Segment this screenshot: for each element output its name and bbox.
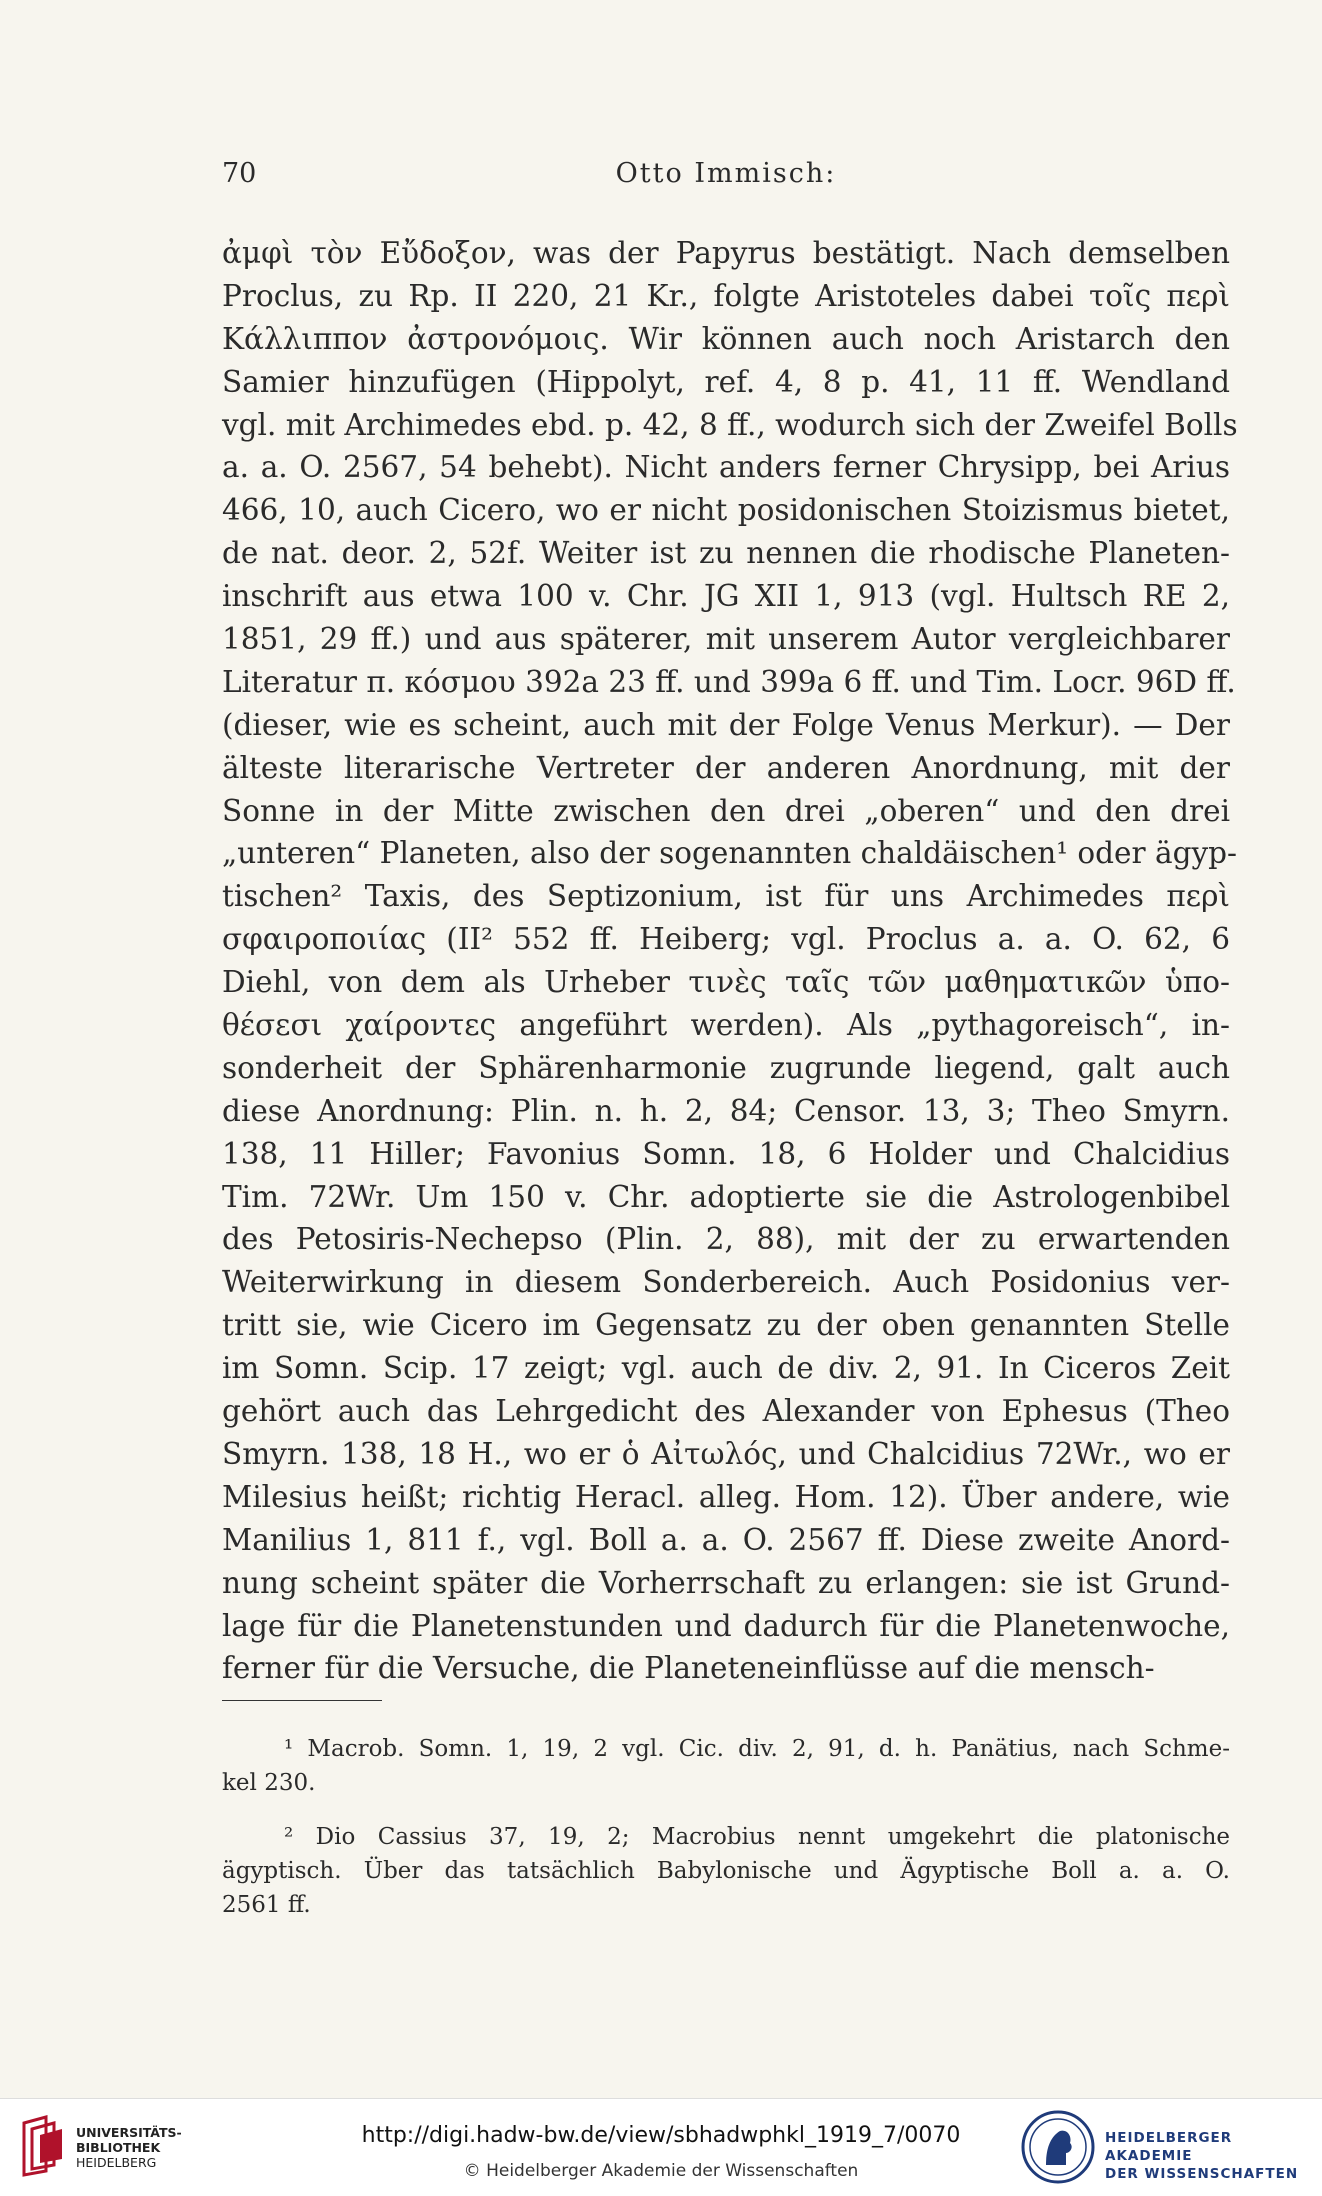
text-line: älteste literarische Vertreter der anderen Anordnung, mit der <box>222 750 1230 785</box>
text-line: vgl. mit Archimedes ebd. p. 42, 8 ff., wodurch sich der Zweifel Bolls <box>222 407 1238 442</box>
text-line: inschrift aus etwa 100 v. Chr. JG XII 1, 913 (vgl. Hultsch RE 2, <box>222 579 1230 614</box>
copyright-notice: © Heidelberger Akademie der Wissenschaften <box>463 2161 859 2181</box>
footnote-line: kel 230. <box>222 1770 316 1796</box>
academy-line-1: HEIDELBERGER AKADEMIE <box>1105 2130 1233 2164</box>
text-line: tischen² Taxis, des Septizonium, ist für uns Archimedes περὶ <box>222 879 1230 914</box>
footnotes <box>222 1732 1230 1922</box>
page-number: 70 <box>222 158 257 189</box>
text-line: σφαιροποιίας (II² 552 ff. Heiberg; vgl. Proclus a. a. O. 62, 6 <box>222 922 1230 957</box>
text-line: nung scheint später die Vorherrschaft zu erlangen: sie ist Grund- <box>222 1565 1230 1600</box>
running-head <box>222 158 1230 198</box>
text-line: (dieser, wie es scheint, auch mit der Folge Venus Merkur). — Der <box>222 707 1230 742</box>
text-line: 1851, 29 ff.) und aus späterer, mit unserem Autor vergleichbarer <box>222 622 1230 657</box>
text-line: θέσεσι χαίροντες angeführt werden). Als „pythagoreisch“, in- <box>222 1008 1230 1043</box>
text-line: de nat. deor. 2, 52f. Weiter ist zu nennen die rhodische Planeten- <box>222 536 1230 571</box>
footnote-rule <box>222 1700 382 1701</box>
text-line: Tim. 72Wr. Um 150 v. Chr. adoptierte sie die Astrologenbibel <box>222 1179 1230 1214</box>
academy-name <box>1105 2129 1322 2183</box>
text-line: a. a. O. 2567, 54 behebt). Nicht anders ferner Chrysipp, bei Arius <box>222 450 1230 485</box>
text-line: 466, 10, auch Cicero, wo er nicht posidonischen Stoizismus bietet, <box>222 493 1230 528</box>
text-line: im Somn. Scip. 17 zeigt; vgl. auch de div. 2, 91. In Ciceros Zeit <box>222 1351 1230 1386</box>
text-line: Κάλλιππον ἀστρονόμοις. Wir können auch noch Aristarch den <box>222 321 1230 356</box>
text-line: Literatur π. κόσμου 392a 23 ff. und 399a 6 ff. und Tim. Locr. 96D ff. <box>222 664 1236 699</box>
text-line: Proclus, zu Rp. II 220, 21 Kr., folgte Aristoteles dabei τοῖς περὶ <box>222 278 1230 313</box>
text-line: diese Anordnung: Plin. n. h. 2, 84; Censor. 13, 3; Theo Smyrn. <box>222 1093 1230 1128</box>
footnote-line: 2561 ff. <box>222 1892 311 1918</box>
text-line: sonderheit der Sphärenharmonie zugrunde liegend, galt auch <box>222 1050 1230 1085</box>
text-line: Smyrn. 138, 18 H., wo er ὁ Αἰτωλός, und Chalcidius 72Wr., wo er <box>222 1436 1230 1471</box>
author-heading: Otto Immisch: <box>615 158 837 189</box>
library-line-3: HEIDELBERG <box>76 2155 157 2170</box>
footnote-line: ¹ Macrob. Somn. 1, 19, 2 vgl. Cic. div. 2, 91, d. h. Panätius, nach Schme- <box>284 1736 1230 1762</box>
academy-seal-icon <box>1020 2109 1096 2185</box>
footnote-line: ² Dio Cassius 37, 19, 2; Macrobius nennt umgekehrt die platonische <box>284 1824 1230 1850</box>
text-line: Milesius heißt; richtig Heracl. alleg. Hom. 12). Über andere, wie <box>222 1479 1230 1514</box>
viewer-footer <box>0 2098 1322 2196</box>
text-line: tritt sie, wie Cicero im Gegensatz zu der oben genannten Stelle <box>222 1308 1230 1343</box>
text-line: Weiterwirkung in diesem Sonderbereich. Auch Posidonius ver- <box>222 1265 1230 1300</box>
library-line-2: BIBLIOTHEK <box>76 2140 161 2155</box>
text-line: „unteren“ Planeten, also der sogenannten chaldäischen¹ oder ägyp- <box>222 836 1237 871</box>
text-line: Sonne in der Mitte zwischen den drei „oberen“ und den drei <box>222 793 1230 828</box>
body-text <box>222 232 1238 1690</box>
text-line: ἀμφὶ τὸν Εὔδοξον, was der Papyrus bestätigt. Nach demselben <box>222 236 1230 270</box>
text-line: Samier hinzufügen (Hippolyt, ref. 4, 8 p. 41, 11 ff. Wendland <box>222 364 1230 399</box>
text-line: 138, 11 Hiller; Favonius Somn. 18, 6 Holder und Chalcidius <box>222 1136 1230 1171</box>
footnote-line: ägyptisch. Über das tatsächlich Babylonische und Ägyptische Boll a. a. O. <box>222 1858 1230 1884</box>
text-line: Manilius 1, 811 f., vgl. Boll a. a. O. 2567 ff. Diese zweite Anord- <box>222 1522 1230 1557</box>
permalink-url[interactable]: http://digi.hadw-bw.de/view/sbhadwphkl_1919_7/0070 <box>361 2123 961 2148</box>
library-line-1: UNIVERSITÄTS- <box>76 2125 182 2140</box>
text-line: Diehl, von dem als Urheber τινὲς ταῖς τῶν μαθηματικῶν ὑπο- <box>222 965 1230 1000</box>
text-line: lage für die Planetenstunden und dadurch für die Planetenwoche, <box>222 1608 1230 1643</box>
text-line: ferner für die Versuche, die Planeteneinflüsse auf die mensch- <box>222 1651 1155 1686</box>
text-line: gehört auch das Lehrgedicht des Alexander von Ephesus (Theo <box>222 1394 1230 1429</box>
academy-line-2: DER WISSENSCHAFTEN <box>1105 2166 1299 2182</box>
text-line: des Petosiris-Nechepso (Plin. 2, 88), mit der zu erwartenden <box>222 1222 1230 1257</box>
